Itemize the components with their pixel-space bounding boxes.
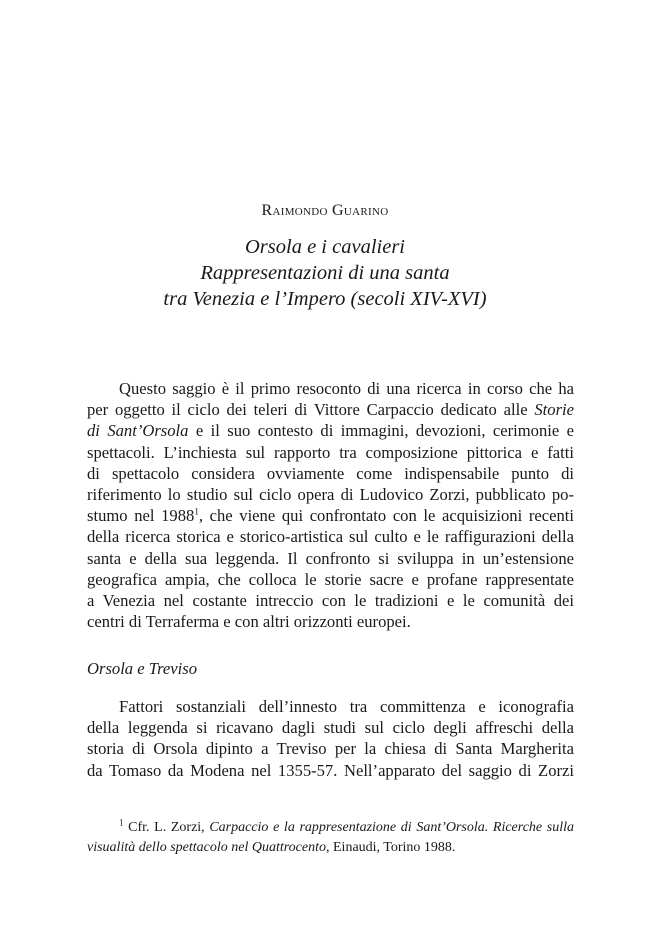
italic-text: visualità dello spettacolo nel Quattrocento	[87, 840, 326, 855]
text-line: da Tomaso da Modena nel 1355-57. Nell’apparato del saggio di Zorzi	[87, 760, 574, 780]
text-line: della leggenda si ricavano dagli studi sul ciclo degli affreschi della	[87, 718, 574, 738]
text-line: santa e della sua leggenda. Il confronto si sviluppa in un’estensione	[87, 548, 574, 568]
footnote-line: $^1$ Cfr. L. Zorzi, Carpaccio e la rappresentazione di Sant’Orsola. Ricerche sulla	[119, 817, 574, 835]
text-line: di spettacolo considera ovviamente come indispensabile punto di	[87, 463, 574, 483]
title-line-1: Orsola e i cavalieri	[245, 236, 405, 258]
text-line: per oggetto il ciclo dei teleri di Vittore Carpaccio dedicato alle Storie	[87, 400, 574, 420]
footnote	[87, 818, 574, 858]
text-line: Fattori sostanziali dell’innesto tra committenza e iconografia	[119, 697, 574, 716]
italic-text: di Sant’Orsola	[87, 421, 189, 441]
footnote-line: visualità dello spettacolo nel Quattrocento, Einaudi, Torino 1988.	[87, 840, 456, 855]
intro-paragraph	[87, 378, 574, 632]
text-line: a Venezia nel costante intreccio con le tradizioni e le comunità dei	[87, 590, 574, 610]
section-paragraph	[87, 696, 574, 781]
section-heading: Orsola e Treviso	[87, 659, 198, 678]
text-line: stumo nel 1988$^1$, che viene qui confrontato con le acquisizioni recenti	[87, 506, 574, 526]
title-line-3: tra Venezia e l’Impero (secoli XIV-XVI)	[163, 288, 487, 310]
text-line: della ricerca storica e storico-artistica sul culto e le raffigurazioni della	[87, 527, 574, 547]
text-line: riferimento lo studio sul ciclo opera di Ludovico Zorzi, pubblicato po-	[87, 484, 574, 504]
text-line: spettacoli. L’inchiesta sul rapporto tra composizione pittorica e fatti	[87, 442, 574, 462]
text-line: geografica ampia, che colloca le storie sacre e profane rappresentate	[87, 569, 574, 589]
italic-text: Carpaccio e la rappresentazione di Sant’Orsola. Ricerche sulla	[209, 820, 574, 835]
text-line: Questo saggio è il primo resoconto di una ricerca in corso che ha	[119, 379, 574, 398]
footnote-ref[interactable]: 1	[194, 506, 199, 517]
title-line-2: Rappresentazioni di una santa	[200, 262, 450, 284]
article-title	[0, 234, 650, 312]
text-line: storia di Orsola dipinto a Treviso per la chiesa di Santa Margherita	[87, 739, 574, 759]
footnote-marker: 1	[119, 817, 124, 828]
author-name: Raimondo Guarino	[261, 202, 389, 219]
text-line: di Sant’Orsola e il suo contesto di immagini, devozioni, cerimonie e	[87, 421, 574, 441]
italic-text: Storie	[534, 400, 574, 420]
text-line: centri di Terraferma e con altri orizzonti europei.	[87, 612, 411, 632]
